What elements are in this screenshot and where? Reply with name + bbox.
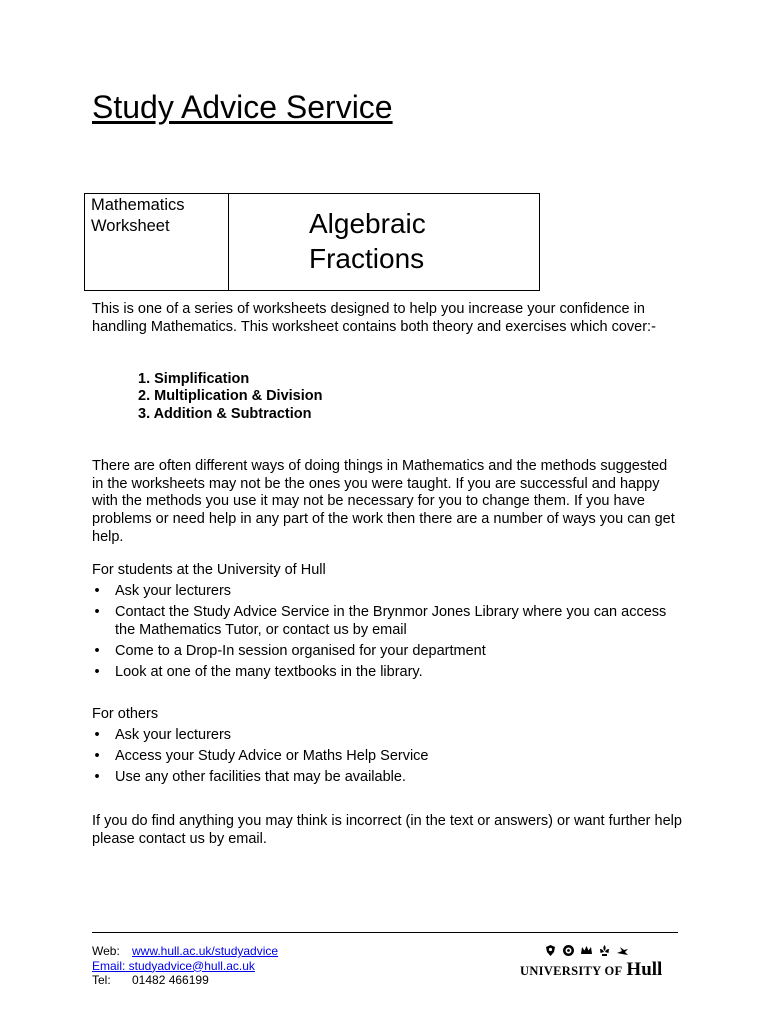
- bullet-icon: •: [94, 643, 100, 660]
- rose-icon: [562, 944, 575, 957]
- web-link[interactable]: www.hull.ac.uk/studyadvice: [132, 944, 279, 958]
- bullet-icon: •: [94, 769, 100, 786]
- logo-wordmark: [520, 959, 666, 981]
- list-item-text: Look at one of the many textbooks in the library.: [115, 664, 423, 681]
- fleur-icon: [598, 944, 611, 957]
- logo-emblems: [520, 944, 666, 957]
- bullet-icon: •: [94, 583, 100, 599]
- crown-icon: [580, 944, 593, 957]
- footer-web-row: [92, 944, 278, 959]
- crest-icon: [544, 944, 557, 957]
- topic-item: 1. Simplification: [138, 371, 250, 387]
- list-item-text: Ask your lecturers: [115, 583, 232, 599]
- page-heading: Study Advice Service: [92, 89, 393, 125]
- list-item: [92, 727, 682, 745]
- list-item: [92, 748, 682, 766]
- closing-paragraph: If you do find anything you may think is incorrect (in the text or answers) or want further help please contact us by email.: [92, 813, 682, 847]
- list-item: [92, 769, 682, 787]
- tel-number: 01482 466199: [132, 973, 209, 987]
- worksheet-type-line-1: Mathematics: [91, 196, 185, 214]
- others-label: For others: [92, 706, 159, 722]
- list-item-text: Ask your lecturers: [115, 727, 232, 743]
- title-box: [84, 193, 540, 291]
- footer-tel-row: [92, 973, 278, 988]
- worksheet-type-cell: [85, 194, 229, 290]
- worksheet-title-line-2: Fractions: [309, 243, 425, 274]
- worksheet-title-cell: [229, 194, 539, 290]
- bird-icon: [616, 944, 629, 957]
- bullet-icon: •: [94, 604, 100, 621]
- list-item: [92, 664, 682, 682]
- footer-contacts: [92, 944, 278, 988]
- bullet-icon: •: [94, 664, 100, 681]
- topic-item: 3. Addition & Subtraction: [138, 405, 312, 422]
- worksheet-title-line-1: Algebraic: [309, 208, 426, 239]
- footer-email-row: [92, 959, 278, 974]
- topics-list: [138, 371, 323, 423]
- web-label: Web:: [92, 944, 120, 958]
- footer-divider: [92, 932, 678, 933]
- logo-small-text: UNIVERSITY OF: [520, 964, 623, 978]
- intro-paragraph: This is one of a series of worksheets designed to help you increase your confidence in handling Mathematics. This worksheet contains both theory and exercises which cover:-: [92, 301, 656, 335]
- bullet-icon: •: [94, 727, 100, 743]
- list-item-text: Come to a Drop-In session organised for your department: [115, 643, 486, 660]
- list-item: [92, 643, 682, 661]
- university-logo: [520, 944, 666, 984]
- list-item-text: Use any other facilities that may be available.: [115, 769, 406, 786]
- list-item: [92, 604, 682, 639]
- list-item-text: Access your Study Advice or Maths Help Service: [115, 748, 429, 765]
- worksheet-type-line-2: Worksheet: [91, 217, 170, 235]
- tel-label: Tel:: [92, 973, 111, 987]
- list-item-text: Contact the Study Advice Service in the Brynmor Jones Library where you can access the Mathematics Tutor, or contact us by email: [115, 604, 667, 638]
- list-item: [92, 583, 682, 601]
- email-link[interactable]: Email: studyadvice@hull.ac.uk: [92, 958, 255, 973]
- methods-paragraph: There are often different ways of doing things in Mathematics and the methods suggested in the worksheets may not be the ones you were taught. If you are successful and happy with the methods you use it may not be necessary for you to change them. If you have problems or need help in any part of the work then there are a number of ways you can get help.: [92, 458, 675, 545]
- others-list: [92, 727, 682, 791]
- hull-students-list: [92, 583, 682, 686]
- hull-students-label: For students at the University of Hull: [92, 562, 326, 578]
- logo-big-text: Hull: [626, 959, 663, 980]
- topic-item: 2. Multiplication & Division: [138, 388, 323, 405]
- bullet-icon: •: [94, 748, 100, 765]
